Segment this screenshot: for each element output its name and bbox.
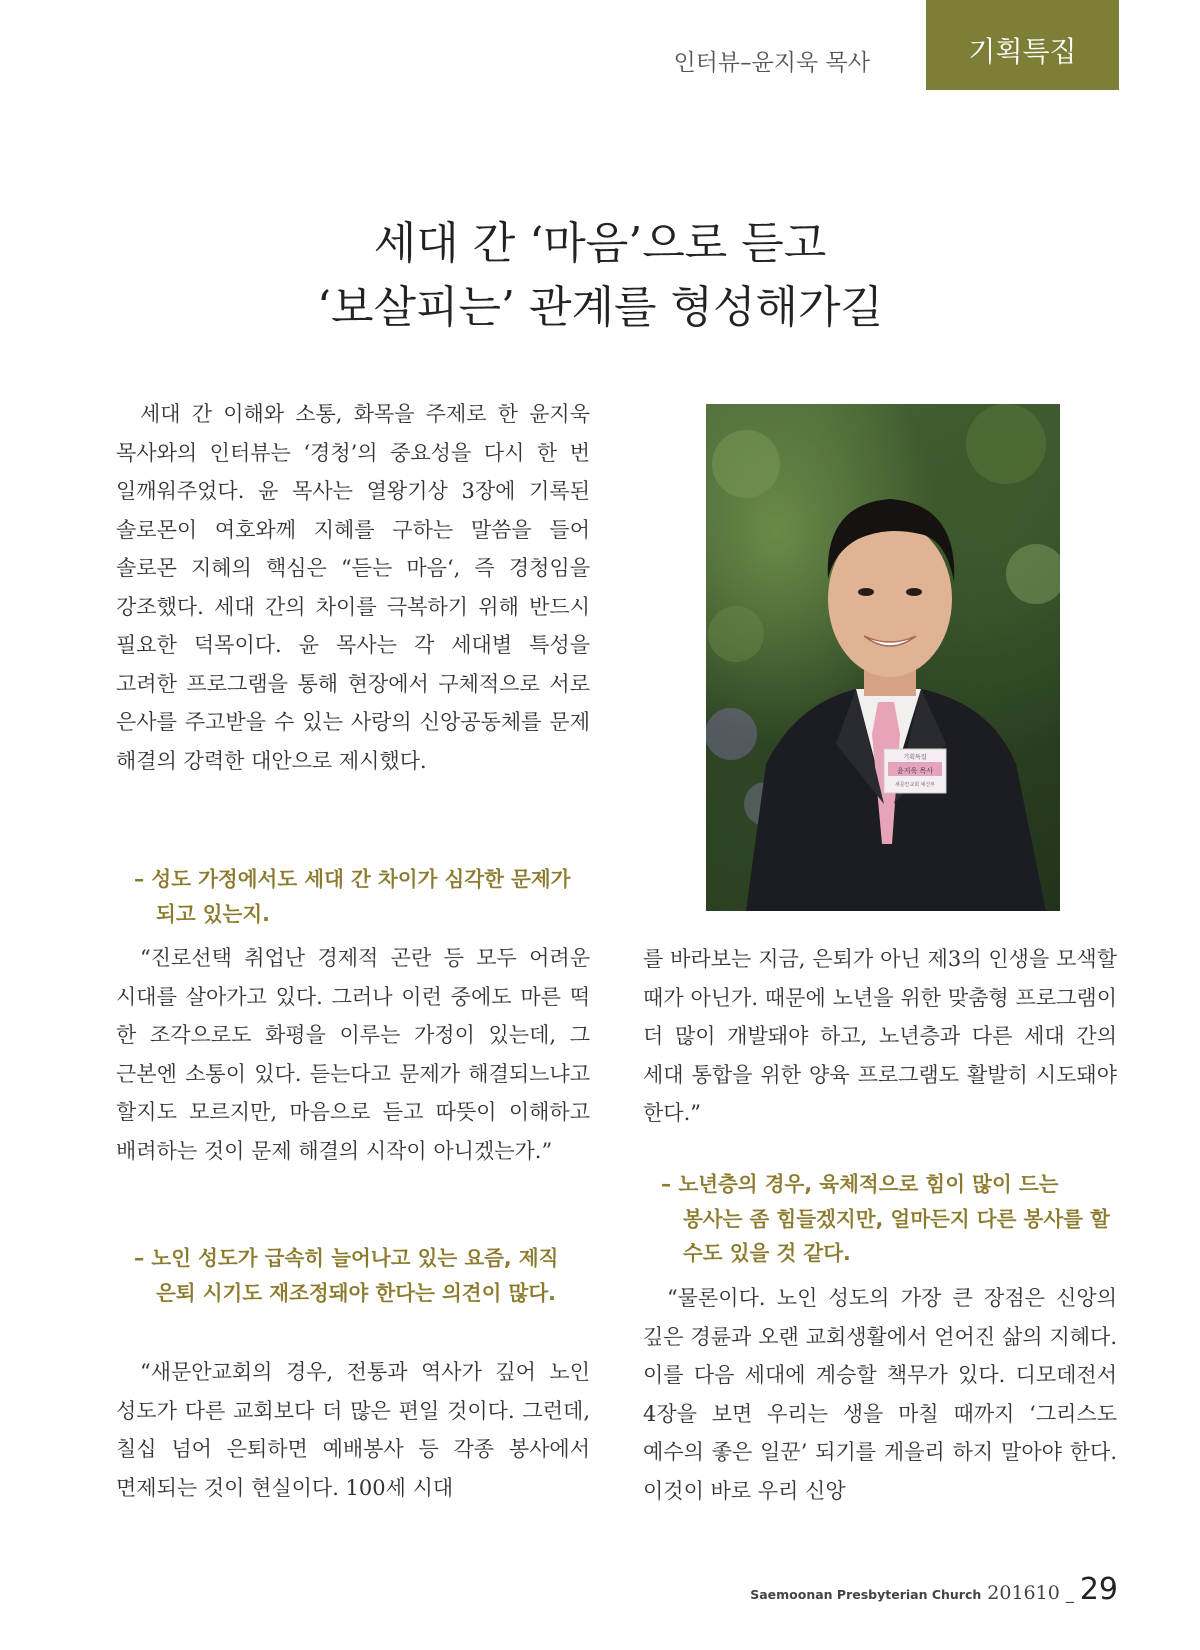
footer-issue: 201610	[987, 1582, 1060, 1604]
badge-name: 윤지욱 목사	[896, 767, 934, 775]
footer-separator: _	[1065, 1584, 1074, 1603]
question-2: – 노인 성도가 급속히 늘어나고 있는 요즘, 제직 은퇴 시기도 재조정돼야 한다는 의견이 많다.	[134, 1246, 559, 1305]
footer-church-name: Saemoonan Presbyterian Church	[750, 1587, 982, 1602]
question-2-block	[116, 1241, 590, 1310]
question-3: – 노년층의 경우, 육체적으로 힘이 많이 드는 봉사는 좀 힘들겠지만, 얼마든지 다른 봉사를 할 수도 있을 것 같다.	[661, 1172, 1110, 1265]
intro-paragraph: 세대 간 이해와 소통, 화목을 주제로 한 윤지욱 목사와의 인터뷰는 ‘경청’의 중요성을 다시 한 번 일깨워주었다. 윤 목사는 열왕기상 3장에 기록된 솔로몬이 여호와께 지혜를 구하는 말씀을 들어 솔로몬 지혜의 핵심은 “듣는 마음‘, 즉 경청임을 강조했다. 세대 간의 차이를 극복하기 위해 반드시 필요한 덕목이다. 윤 목사는 각 세대별 특성을 고려한 프로그램을 통해 현장에서 구체적으로 서로 은사를 주고받을 수 있는 사랑의 신앙공동체를 문제 해결의 강력한 대안으로 제시했다.	[116, 402, 590, 773]
section-tab: 기획특집	[926, 0, 1119, 90]
page-number: 29	[1079, 1572, 1118, 1607]
question-3-block	[643, 1167, 1117, 1271]
question-1: – 성도 가정에서도 세대 간 차이가 심각한 문제가 되고 있는지.	[134, 867, 571, 926]
answer-1-block	[116, 939, 590, 1170]
answer-2: “새문안교회의 경우, 전통과 역사가 깊어 노인 성도가 다른 교회보다 더 많은 편일 것이다. 그런데, 칠십 넘어 은퇴하면 예배봉사 등 각종 봉사에서 면제되는 것이 현실이다. 100세 시대	[116, 1360, 590, 1500]
section-subtitle: 인터뷰–윤지욱 목사	[673, 50, 870, 76]
badge-org: 새문안교회 예산부	[894, 782, 936, 788]
badge-title: 기획특집	[903, 754, 927, 761]
answer-3-block	[643, 1279, 1117, 1510]
portrait-illustration	[706, 404, 1060, 911]
answer-3: “물론이다. 노인 성도의 가장 큰 장점은 신앙의 깊은 경륜과 오랜 교회생활에서 얻어진 삶의 지혜다. 이를 다음 세대에 계승할 책무가 있다. 디모데전서 4장을 보면 우리는 생을 마칠 때까지 ‘그리스도 예수의 좋은 일꾼’ 되기를 게을리 하지 말아야 한다. 이것이 바로 우리 신앙	[643, 1286, 1117, 1503]
title-line-2: ‘보살피는’ 관계를 형성해가길	[317, 282, 883, 333]
pastor-portrait-photo	[706, 404, 1060, 911]
question-1-block	[116, 862, 590, 931]
answer-2-block	[116, 1353, 590, 1507]
answer-2-continued: 를 바라보는 지금, 은퇴가 아닌 제3의 인생을 모색할 때가 아닌가. 때문에 노년을 위한 맞춤형 프로그램이 더 많이 개발돼야 하고, 노년층과 다른 세대 간의 세대 통합을 위한 양육 프로그램도 활발히 시도돼야 한다.”	[643, 947, 1117, 1125]
answer-1: “진로선택 취업난 경제적 곤란 등 모두 어려운 시대를 살아가고 있다. 그러나 이런 중에도 마른 떡 한 조각으로도 화평을 이루는 가정이 있는데, 그 근본엔 소통이 있다. 듣는다고 문제가 해결되느냐고 할지도 모르지만, 마음으로 듣고 따뜻이 이해하고 배려하는 것이 문제 해결의 시작이 아니겠는가.”	[116, 946, 590, 1163]
title-line-1: 세대 간 ‘마음’으로 듣고	[373, 218, 827, 269]
left-column	[116, 395, 590, 780]
article-title	[0, 212, 1200, 340]
page-footer	[750, 1572, 1118, 1607]
right-column	[643, 940, 1117, 1133]
